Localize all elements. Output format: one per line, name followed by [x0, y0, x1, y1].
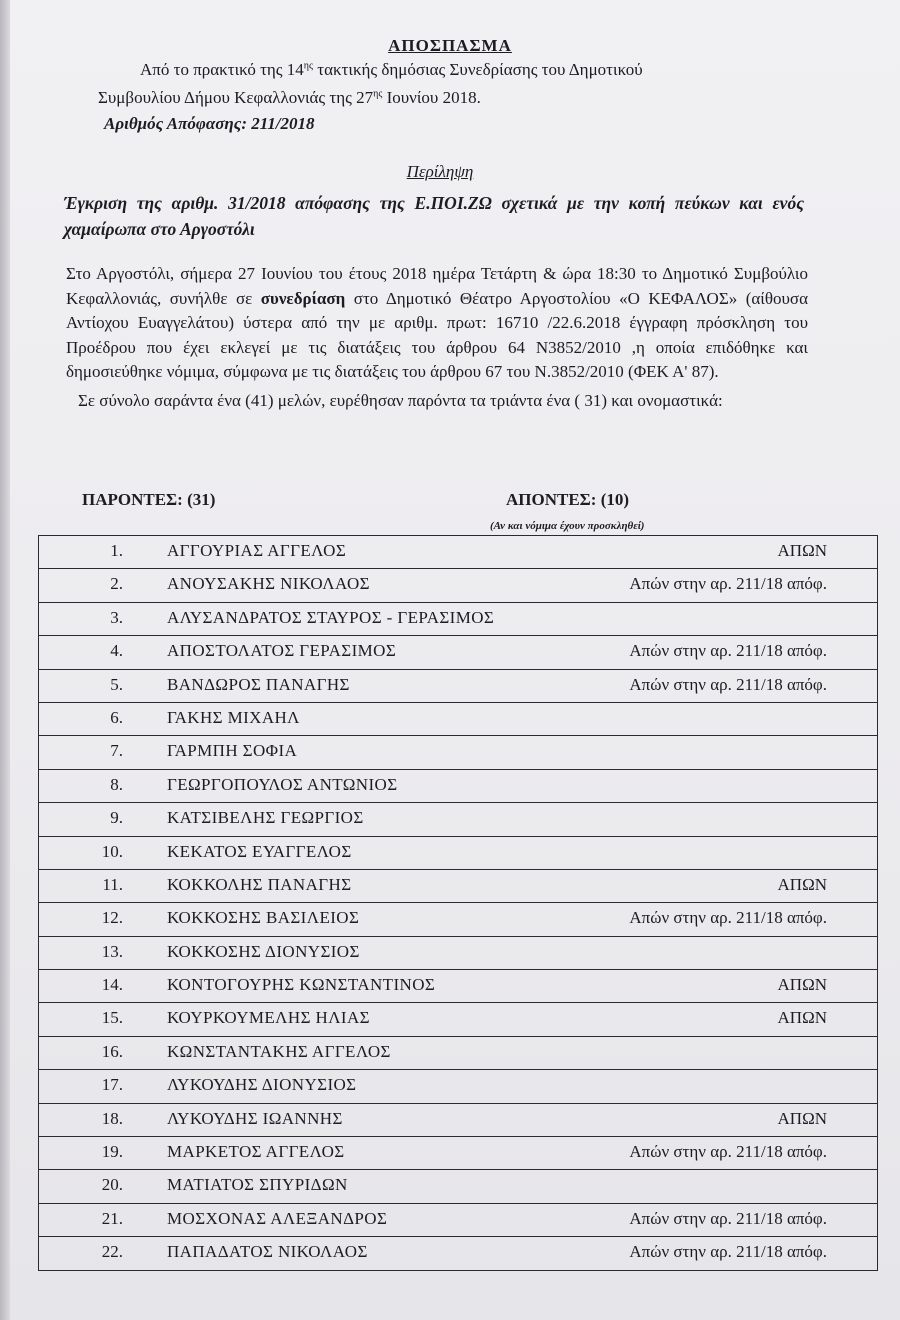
absent-note: (Αν και νόμιμα έχουν προσκληθεί) [490, 520, 645, 532]
member-number: 4. [110, 641, 123, 661]
member-name: ΚΟΚΚΟΣΗΣ ΔΙΟΝΥΣΙΟΣ [167, 941, 360, 961]
member-status: ΑΠΩΝ [777, 975, 827, 995]
body-paragraph-2: Σε σύνολο σαράντα ένα (41) μελών, ευρέθησαν παρόντα τα τριάντα ένα ( 31) και ονομαστικά: [78, 390, 723, 410]
member-name: ΓΑΡΜΠΗ ΣΟΦΙΑ [167, 741, 298, 761]
member-name: ΜΑΡΚΕΤΟΣ ΑΓΓΕΛΟΣ [167, 1142, 345, 1162]
member-status: Απών στην αρ. 211/18 απόφ. [629, 641, 827, 661]
member-row [38, 536, 878, 569]
member-row [38, 736, 878, 769]
member-status: ΑΠΩΝ [777, 1008, 827, 1028]
member-number: 14. [101, 975, 123, 995]
member-number: 1. [110, 541, 123, 560]
summary-heading: Περίληψη [406, 162, 474, 181]
member-row [38, 770, 878, 803]
meeting-line-1: Από το πρακτικό της $14^{\eta\varsigma}$ τακτικής δημόσιας Συνεδρίασης του Δημοτικού [140, 60, 643, 79]
member-name: ΛΥΚΟΥΔΗΣ ΙΩΑΝΝΗΣ [167, 1108, 343, 1128]
member-number: 10. [101, 841, 123, 861]
member-row [38, 569, 878, 602]
member-status: Απών στην αρ. 211/18 απόφ. [629, 574, 827, 594]
member-row [38, 703, 878, 736]
decision-number: Αριθμός Απόφασης: 211/2018 [104, 114, 315, 133]
member-name: ΚΑΤΣΙΒΕΛΗΣ ΓΕΩΡΓΙΟΣ [167, 808, 364, 828]
member-number: 21. [101, 1208, 123, 1228]
member-number: 17. [101, 1075, 123, 1095]
member-name: ΑΝΟΥΣΑΚΗΣ ΝΙΚΟΛΑΟΣ [167, 574, 370, 594]
member-name: ΚΕΚΑΤΟΣ ΕΥΑΓΓΕΛΟΣ [167, 841, 352, 861]
member-number: 15. [101, 1008, 123, 1028]
member-row [38, 1070, 878, 1103]
member-name: ΒΑΝΔΩΡΟΣ ΠΑΝΑΓΗΣ [167, 674, 350, 694]
member-status: ΑΠΩΝ [777, 541, 827, 560]
member-number: 19. [101, 1142, 123, 1162]
member-number: 6. [110, 707, 123, 727]
member-name: ΓΑΚΗΣ ΜΙΧΑΗΛ [167, 707, 300, 727]
member-number: 12. [101, 908, 123, 928]
member-number: 18. [101, 1108, 123, 1128]
member-name: ΑΠΟΣΤΟΛΑΤΟΣ ΓΕΡΑΣΙΜΟΣ [167, 641, 397, 661]
member-row [38, 937, 878, 970]
member-name: ΚΩΝΣΤΑΝΤΑΚΗΣ ΑΓΓΕΛΟΣ [167, 1041, 391, 1061]
member-row [38, 1237, 878, 1270]
member-name: ΓΕΩΡΓΟΠΟΥΛΟΣ ΑΝΤΩΝΙΟΣ [167, 774, 398, 794]
member-row [38, 670, 878, 703]
absent-label: ΑΠΟΝΤΕΣ: (10) [506, 490, 630, 509]
member-row [38, 1204, 878, 1237]
member-number: 11. [102, 874, 123, 894]
member-status: Απών στην αρ. 211/18 απόφ. [629, 1242, 827, 1262]
members-table [38, 535, 878, 1271]
member-number: 16. [101, 1041, 123, 1061]
member-row [38, 870, 878, 903]
member-name: ΑΓΓΟΥΡΙΑΣ ΑΓΓΕΛΟΣ [167, 541, 347, 560]
member-row [38, 1104, 878, 1137]
member-status: ΑΠΩΝ [777, 1108, 827, 1128]
member-row [38, 1037, 878, 1070]
member-number: 13. [101, 941, 123, 961]
member-number: 8. [110, 774, 123, 794]
member-row [38, 1003, 878, 1036]
member-name: ΚΟΚΚΟΣΗΣ ΒΑΣΙΛΕΙΟΣ [167, 908, 360, 928]
member-status: Απών στην αρ. 211/18 απόφ. [629, 1208, 827, 1228]
summary-text: Έγκριση της αριθμ. 31/2018 απόφασης της Ε.ΠΟΙ.ΖΩ σχετικά με την κοπή πεύκων και ενός χαμαίρωπα στο Αργοστόλι [64, 193, 804, 239]
member-number: 5. [110, 674, 123, 694]
page-edge-shadow [0, 0, 10, 1320]
member-name: ΚΟΥΡΚΟΥΜΕΛΗΣ ΗΛΙΑΣ [167, 1008, 370, 1028]
member-name: ΚΟΝΤΟΓΟΥΡΗΣ ΚΩΝΣΤΑΝΤΙΝΟΣ [167, 975, 436, 995]
member-name: ΜΟΣΧΟΝΑΣ ΑΛΕΞΑΝΔΡΟΣ [167, 1208, 388, 1228]
document-body [66, 262, 808, 414]
member-number: 3. [110, 607, 123, 627]
member-number: 7. [110, 741, 123, 761]
member-name: ΛΥΚΟΥΔΗΣ ΔΙΟΝΥΣΙΟΣ [167, 1075, 357, 1095]
member-number: 2. [110, 574, 123, 594]
member-status: Απών στην αρ. 211/18 απόφ. [629, 1142, 827, 1162]
meeting-line-2: Συμβουλίου Δήμου Κεφαλλονιάς της $27^{\eta\varsigma}$ Ιουνίου 2018. [98, 88, 481, 107]
member-number: 20. [101, 1175, 123, 1195]
member-name: ΠΑΠΑΔΑΤΟΣ ΝΙΚΟΛΑΟΣ [167, 1242, 368, 1262]
member-name: ΜΑΤΙΑΤΟΣ ΣΠΥΡΙΔΩΝ [167, 1175, 348, 1195]
member-name: ΚΟΚΚΟΛΗΣ ΠΑΝΑΓΗΣ [167, 874, 352, 894]
member-row [38, 903, 878, 936]
present-label: ΠΑΡΟΝΤΕΣ: (31) [82, 490, 216, 509]
member-status: ΑΠΩΝ [777, 874, 827, 894]
member-row [38, 1170, 878, 1203]
member-status: Απών στην αρ. 211/18 απόφ. [629, 908, 827, 928]
member-row [38, 803, 878, 836]
member-status: Απών στην αρ. 211/18 απόφ. [629, 674, 827, 694]
member-row [38, 1137, 878, 1170]
document-title: ΑΠΟΣΠΑΣΜΑ [388, 36, 512, 55]
member-name: ΑΛΥΣΑΝΔΡΑΤΟΣ ΣΤΑΥΡΟΣ - ΓΕΡΑΣΙΜΟΣ [167, 607, 495, 627]
body-paragraph-1: Στο Αργοστόλι, σήμερα 27 Ιουνίου του έτους 2018 ημέρα Τετάρτη & ώρα 18:30 το Δημοτικό Συμβούλιο Κεφαλλονιάς, συνήλθε σε συνεδρίαση στο Δημοτικό Θέατρο Αργοστολίου «Ο ΚΕΦΑΛΟΣ» (αίθουσα Αντίοχου Ευαγγελάτου) ύστερα από την με αριθμ. πρωτ: 16710 /22.6.2018 έγγραφη πρόσκληση του Προέδρου που έχει εκλεγεί με τις διατάξεις του άρθρου 64 Ν3852/2010 ,η οποία επιδόθηκε και δημοσιεύθηκε νόμιμα, σύμφωνα με τις διατάξεις του άρθρου 67 του Ν.3852/2010 (ΦΕΚ Α' 87). [66, 264, 808, 382]
member-number: 9. [110, 808, 123, 828]
member-row [38, 970, 878, 1003]
member-row [38, 837, 878, 870]
member-row [38, 603, 878, 636]
member-row [38, 636, 878, 669]
member-number: 22. [101, 1242, 123, 1262]
